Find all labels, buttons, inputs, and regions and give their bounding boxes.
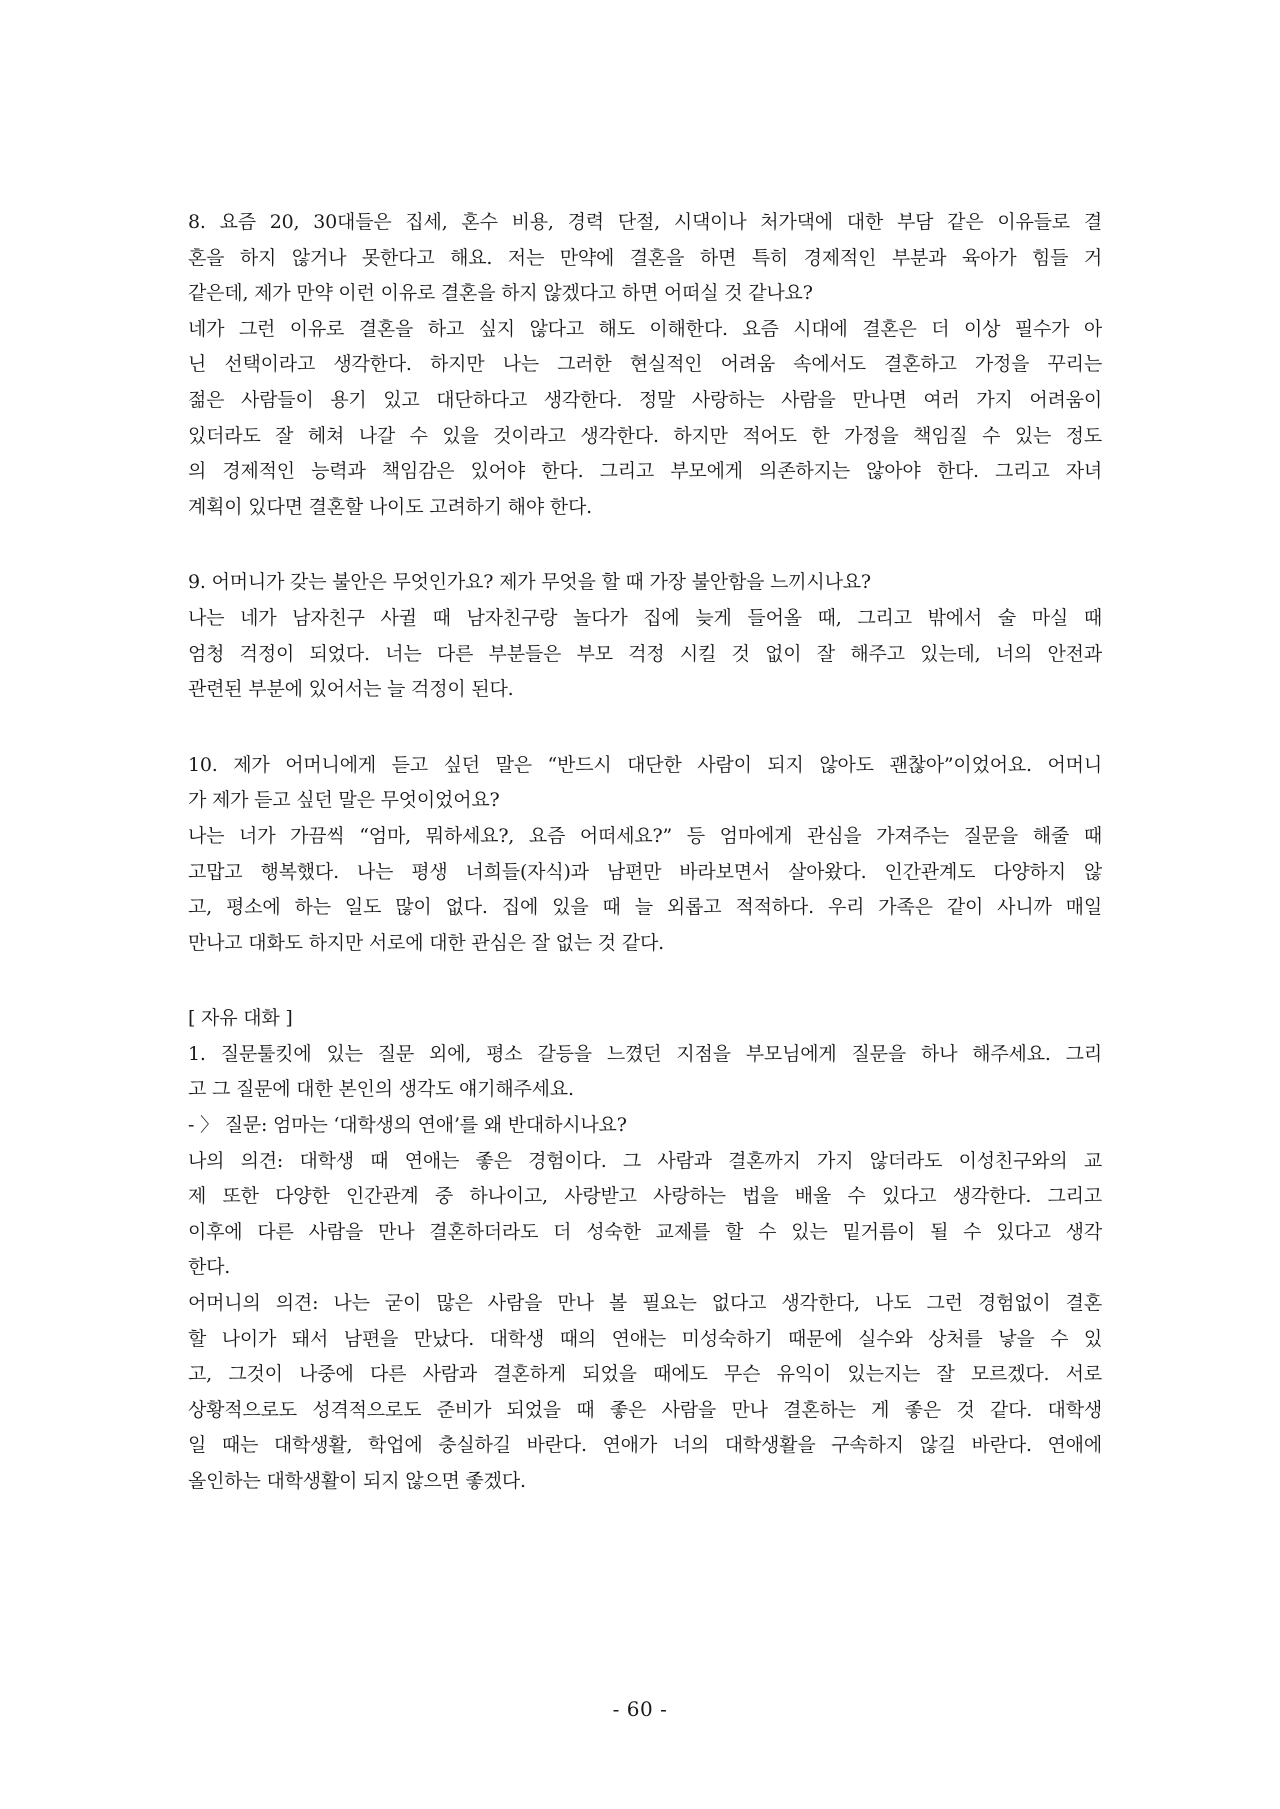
text-line: 10. 제가 어머니에게 듣고 싶던 말은 “반드시 대단한 사람이 되지 않아도 괜찮아”이었어요. 어머니 — [188, 753, 1102, 776]
text-line: 나는 네가 남자친구 사귈 때 남자친구랑 놀다가 집에 늦게 들어올 때, 그리고 밖에서 술 마실 때 — [188, 606, 1102, 629]
section-heading: [ 자유 대화 ] — [188, 1007, 293, 1030]
text-line: 의 경제적인 능력과 책임감은 있어야 한다. 그리고 부모에게 의존하지는 않아야 한다. 그리고 자녀 — [188, 460, 1102, 483]
text-line: 1. 질문툴킷에 있는 질문 외에, 평소 갈등을 느꼈던 지점을 부모님에게 질문을 하나 해주세요. 그리 — [188, 1042, 1102, 1065]
text-line: 9. 어머니가 갖는 불안은 무엇인가요? 제가 무엇을 할 때 가장 불안함을 느끼시나요? — [188, 571, 871, 594]
text-line: 제 또한 다양한 인간관계 중 하나이고, 사랑받고 사랑하는 법을 배울 수 있다고 생각한다. 그리고 — [188, 1185, 1102, 1208]
text-line: 젊은 사람들이 용기 있고 대단하다고 생각한다. 정말 사랑하는 사람을 만나면 여러 가지 어려움이 — [188, 388, 1102, 411]
question-9-block — [188, 565, 1102, 707]
text-line: 나의 의견: 대학생 때 연애는 좋은 경험이다. 그 사람과 결혼까지 가지 않더라도 이성친구와의 교 — [188, 1149, 1102, 1172]
text-line: 고 그 질문에 대한 본인의 생각도 얘기해주세요. — [188, 1078, 574, 1101]
free-talk-block — [188, 1001, 1102, 1499]
text-line: 닌 선택이라고 생각한다. 하지만 나는 그러한 현실적인 어려움 속에서도 결혼하고 가정을 꾸리는 — [188, 353, 1102, 376]
text-line: 네가 그런 이유로 결혼을 하고 싶지 않다고 해도 이해한다. 요즘 시대에 결혼은 더 이상 필수가 아 — [188, 317, 1102, 340]
text-line: 어머니의 의견: 나는 굳이 많은 사람을 만나 볼 필요는 없다고 생각한다, 나도 그런 경험없이 결혼 — [188, 1292, 1102, 1315]
text-line: 만나고 대화도 하지만 서로에 대한 관심은 잘 없는 것 같다. — [188, 931, 664, 954]
text-line: 상황적으로도 성격적으로도 준비가 되었을 때 좋은 사람을 만나 결혼하는 게 좋은 것 같다. 대학생 — [188, 1398, 1102, 1421]
text-line: 일 때는 대학생활, 학업에 충실하길 바란다. 연애가 너의 대학생활을 구속하지 않길 바란다. 연애에 — [188, 1434, 1102, 1457]
text-line: 엄청 걱정이 되었다. 너는 다른 부분들은 부모 걱정 시킬 것 없이 잘 해주고 있는데, 너의 안전과 — [188, 642, 1102, 665]
page-number: - 60 - — [612, 1697, 668, 1721]
text-line: 이후에 다른 사람을 만나 결혼하더라도 더 성숙한 교제를 할 수 있는 밑거름이 될 수 있다고 생각 — [188, 1220, 1102, 1243]
text-line: 한다. — [188, 1256, 231, 1279]
text-line: - 〉 질문: 엄마는 ‘대학생의 연애’를 왜 반대하시나요? — [188, 1114, 627, 1137]
text-line: 나는 너가 가끔씩 “엄마, 뭐하세요?, 요즘 어떠세요?” 등 엄마에게 관심을 가져주는 질문을 해줄 때 — [188, 824, 1102, 847]
text-line: 할 나이가 돼서 남편을 만났다. 대학생 때의 연애는 미성숙하기 때문에 실수와 상처를 낳을 수 있 — [188, 1327, 1102, 1350]
text-line: 계획이 있다면 결혼할 나이도 고려하기 해야 한다. — [188, 495, 592, 518]
text-line: 관련된 부분에 있어서는 늘 걱정이 된다. — [188, 678, 514, 701]
question-8-block — [188, 205, 1102, 525]
text-line: 올인하는 대학생활이 되지 않으면 좋겠다. — [188, 1470, 526, 1492]
text-line: 고, 그것이 나중에 다른 사람과 결혼하게 되었을 때에도 무슨 유익이 있는지는 잘 모르겠다. 서로 — [188, 1363, 1102, 1386]
text-line: 같은데, 제가 만약 이런 이유로 결혼을 하지 않겠다고 하면 어떠실 것 같나요? — [188, 282, 813, 305]
question-10-block — [188, 748, 1102, 962]
text-line: 8. 요즘 20, 30대들은 집세, 혼수 비용, 경력 단절, 시댁이나 처가댁에 대한 부담 같은 이유들로 결 — [188, 211, 1102, 233]
document-body — [188, 205, 1102, 1540]
text-line: 고, 평소에 하는 일도 많이 없다. 집에 있을 때 늘 외롭고 적적하다. 우리 가족은 같이 사니까 매일 — [188, 896, 1102, 919]
text-line: 있더라도 잘 헤쳐 나갈 수 있을 것이라고 생각한다. 하지만 적어도 한 가정을 책임질 수 있는 정도 — [188, 424, 1102, 447]
text-line: 고맙고 행복했다. 나는 평생 너희들(자식)과 남편만 바라보면서 살아왔다. 인간관계도 다양하지 않 — [188, 860, 1102, 883]
text-line: 가 제가 듣고 싶던 말은 무엇이었어요? — [188, 789, 500, 812]
text-line: 혼을 하지 않거나 못한다고 해요. 저는 만약에 결혼을 하면 특히 경제적인 부분과 육아가 힘들 거 — [188, 246, 1102, 269]
